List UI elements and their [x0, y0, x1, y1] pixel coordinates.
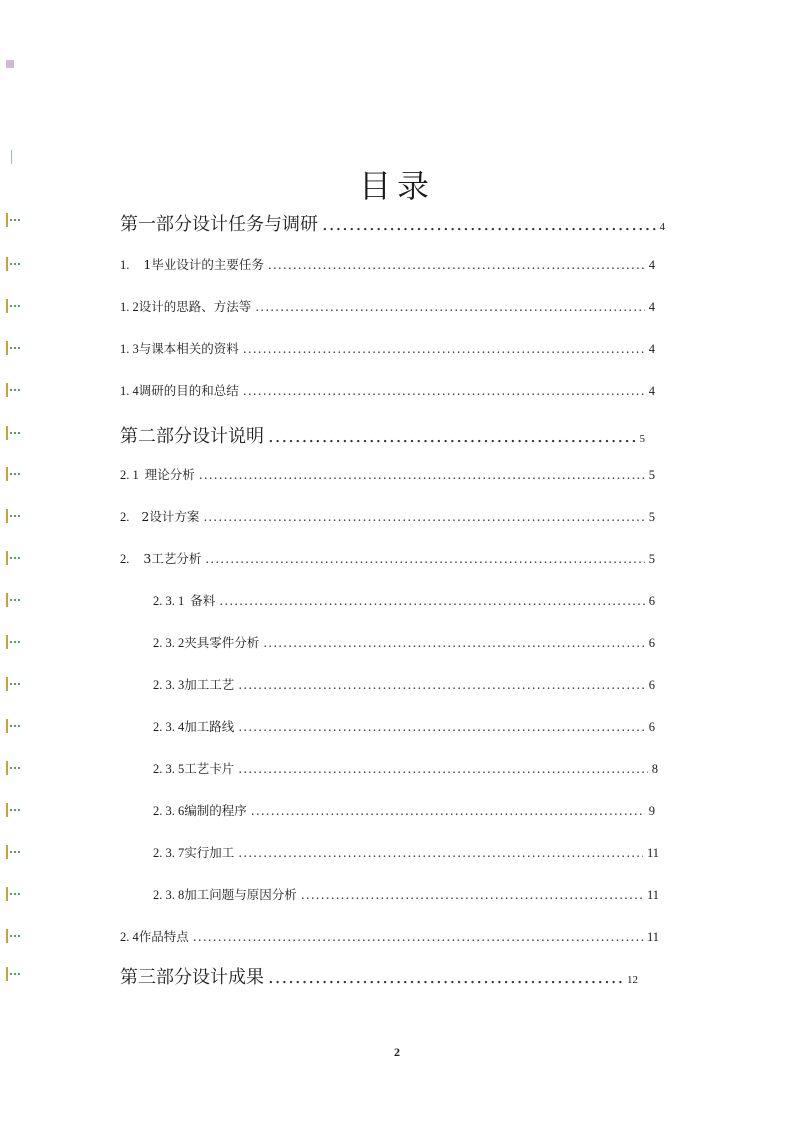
toc-entry[interactable]	[120, 507, 655, 525]
toc-entry-label: 加工路线	[184, 719, 235, 734]
toc-entry-page: 8	[651, 762, 658, 776]
bookmark-marker-icon	[4, 467, 22, 481]
toc-entry-label: 夹具零件分析	[184, 635, 260, 650]
toc-entry-number: 1.	[120, 258, 130, 272]
dot-leader	[199, 467, 645, 482]
toc-entry-page: 5	[639, 433, 645, 445]
dot-leader	[203, 509, 644, 524]
bookmark-marker-icon	[4, 257, 22, 271]
toc-entry-page: 4	[648, 342, 655, 356]
bookmark-marker-icon	[4, 509, 22, 523]
toc-entry-number: 2. 3. 3	[153, 678, 185, 692]
toc-entry-label: 备料	[190, 593, 216, 608]
toc-entry-page: 4	[648, 384, 655, 398]
dot-leader	[193, 929, 643, 944]
toc-entry[interactable]	[120, 297, 655, 315]
dot-leader	[268, 967, 623, 988]
bookmark-marker-icon	[4, 803, 22, 817]
toc-entry-number: 2.	[120, 552, 130, 566]
toc-entry[interactable]	[153, 591, 655, 609]
toc-entry-number: 1. 4	[120, 384, 139, 398]
bookmark-marker-icon	[4, 551, 22, 565]
toc-entry-label: 调研的目的和总结	[138, 383, 239, 398]
toc-entry-label: 实行加工	[184, 845, 235, 860]
toc-entry-number: 2. 4	[120, 930, 139, 944]
dot-leader	[238, 677, 644, 692]
toc-entry[interactable]	[120, 465, 655, 483]
bookmark-marker-icon	[4, 677, 22, 691]
toc-entry-label: 设计的思路、方法等	[138, 299, 252, 314]
toc-entry[interactable]	[120, 927, 659, 945]
bookmark-marker-icon	[4, 426, 22, 440]
toc-entry-page: 5	[648, 510, 655, 524]
bookmark-marker-icon	[4, 967, 22, 981]
toc-entry-number: 1. 3	[120, 342, 139, 356]
bookmark-marker-icon	[4, 341, 22, 355]
toc-entry-page: 11	[646, 888, 659, 902]
dot-leader	[268, 257, 645, 272]
toc-entry-label: 作品特点	[138, 929, 189, 944]
toc-entry[interactable]	[120, 549, 655, 567]
bookmark-marker-icon	[4, 635, 22, 649]
bookmark-marker-icon	[4, 845, 22, 859]
toc-entry[interactable]	[120, 422, 645, 448]
dot-leader	[263, 635, 644, 650]
bookmark-marker-icon	[4, 213, 22, 227]
toc-entry[interactable]	[153, 633, 655, 651]
toc-entry-label: 加工工艺	[184, 677, 235, 692]
toc-entry-number: 2. 3. 1	[153, 594, 185, 608]
toc-entry[interactable]	[120, 339, 655, 357]
dot-leader	[243, 341, 645, 356]
page-number: 2	[394, 1045, 400, 1059]
bookmark-marker-icon	[4, 383, 22, 397]
toc-entry[interactable]	[120, 255, 655, 273]
toc-entry-label: 工艺卡片	[184, 761, 235, 776]
dot-leader	[255, 299, 644, 314]
toc-entry-page: 12	[627, 974, 638, 986]
toc-entry-number: 2. 3. 7	[153, 846, 185, 860]
toc-entry-page: 5	[648, 552, 655, 566]
toc-entry-page: 4	[648, 300, 655, 314]
dot-leader	[268, 426, 636, 447]
toc-entry-number: 2. 3. 6	[153, 804, 185, 818]
toc-entry-label: 第二部分设计说明	[120, 426, 264, 447]
bookmark-marker-icon	[4, 929, 22, 943]
dot-leader	[238, 761, 647, 776]
toc-entry-page: 6	[648, 720, 655, 734]
toc-entry[interactable]	[153, 885, 659, 903]
toc-entry-page: 6	[648, 678, 655, 692]
toc-entry[interactable]	[120, 963, 638, 989]
toc-entry-page: 6	[648, 636, 655, 650]
toc-entry-page: 11	[646, 846, 659, 860]
toc-entry-number: 2.	[120, 510, 130, 524]
toc-entry-label: 1毕业设计的主要任务	[143, 257, 264, 272]
toc-entry[interactable]	[153, 675, 655, 693]
toc-entry-label: 与课本相关的资料	[138, 341, 239, 356]
toc-entry-page: 5	[648, 468, 655, 482]
toc-entry-number: 2. 3. 4	[153, 720, 185, 734]
toc-entry[interactable]	[153, 717, 655, 735]
toc-entry-page: 9	[648, 804, 655, 818]
dot-leader	[205, 551, 644, 566]
bookmark-marker-icon	[4, 299, 22, 313]
toc-entry-page: 6	[648, 594, 655, 608]
bookmark-marker-icon	[4, 761, 22, 775]
toc-entry-label: 理论分析	[144, 467, 195, 482]
bookmark-marker-icon	[4, 887, 22, 901]
dot-leader	[322, 214, 656, 235]
toc-entry-number: 2. 3. 2	[153, 636, 185, 650]
toc-entry-page: 4	[648, 258, 655, 272]
toc-entry-number: 1. 2	[120, 300, 139, 314]
dot-leader	[238, 845, 643, 860]
toc-entry-label: 2设计方案	[141, 509, 200, 524]
toc-entry-number: 2. 1	[120, 468, 139, 482]
toc-entry-label: 第三部分设计成果	[120, 967, 264, 988]
toc-entry-number: 2. 3. 8	[153, 888, 185, 902]
toc-entry-label: 编制的程序	[184, 803, 247, 818]
bookmark-marker-icon	[4, 719, 22, 733]
corner-mark-icon	[6, 60, 14, 68]
toc-entry[interactable]	[153, 801, 655, 819]
dot-leader	[238, 719, 644, 734]
dot-leader	[251, 803, 645, 818]
toc-entry[interactable]	[153, 843, 659, 861]
bookmark-marker-icon	[4, 593, 22, 607]
dot-leader	[301, 887, 643, 902]
toc-entry-label: 第一部分设计任务与调研	[120, 214, 318, 235]
toc-entry-page: 11	[646, 930, 659, 944]
toc-entry[interactable]	[120, 381, 655, 399]
dot-leader	[243, 383, 645, 398]
toc-entry-label: 3工艺分析	[143, 551, 202, 566]
dot-leader	[219, 593, 644, 608]
toc-entry-page: 4	[659, 221, 665, 233]
toc-entry[interactable]	[153, 759, 658, 777]
toc-entry[interactable]	[120, 210, 665, 236]
toc-entry-number: 2. 3. 5	[153, 762, 185, 776]
toc-entry-label: 加工问题与原因分析	[184, 887, 297, 902]
toc-title: 目录	[358, 167, 435, 206]
